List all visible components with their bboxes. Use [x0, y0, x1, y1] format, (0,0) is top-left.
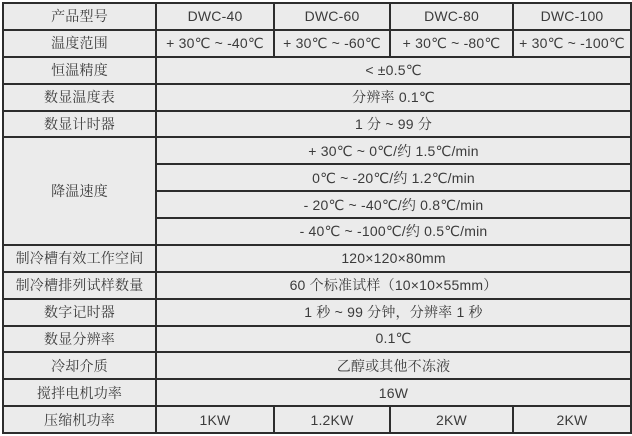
cell-compressor-power-4: 2KW	[513, 406, 631, 433]
row-label-constant-temp-accuracy: 恒温精度	[3, 57, 156, 84]
row-digital-thermometer	[3, 84, 631, 111]
cell-model-4: DWC-100	[513, 3, 631, 30]
row-label-cooling-medium: 冷却介质	[3, 352, 156, 379]
row-compressor-power	[3, 406, 631, 433]
row-product-model	[3, 3, 631, 30]
cell-digital-timer: 1 分 ~ 99 分	[156, 111, 631, 138]
row-label-sample-capacity: 制冷槽排列试样数量	[3, 272, 156, 299]
cell-cooling-rate-3: - 20℃ ~ -40℃/约 0.8℃/min	[156, 191, 631, 218]
cell-sample-capacity: 60 个标准试样（10×10×55mm）	[156, 272, 631, 299]
cell-stirring-motor-power: 16W	[156, 379, 631, 406]
cell-cooling-rate-4: - 40℃ ~ -100℃/约 0.5℃/min	[156, 218, 631, 245]
row-stirring-motor-power	[3, 379, 631, 406]
spec-table	[2, 2, 632, 434]
row-label-temp-range: 温度范围	[3, 30, 156, 57]
cell-compressor-power-3: 2KW	[390, 406, 513, 433]
row-digital-recorder	[3, 299, 631, 326]
cell-digital-thermometer: 分辨率 0.1℃	[156, 84, 631, 111]
cell-model-2: DWC-60	[274, 3, 390, 30]
row-display-resolution	[3, 326, 631, 353]
cell-temp-range-2: + 30℃ ~ -60℃	[274, 30, 390, 57]
cell-temp-range-1: + 30℃ ~ -40℃	[156, 30, 274, 57]
row-label-digital-recorder: 数字记时器	[3, 299, 156, 326]
cell-model-3: DWC-80	[390, 3, 513, 30]
row-constant-temp-accuracy	[3, 57, 631, 84]
row-label-digital-thermometer: 数显温度表	[3, 84, 156, 111]
row-temp-range	[3, 30, 631, 57]
cell-digital-recorder: 1 秒 ~ 99 分钟，分辨率 1 秒	[156, 299, 631, 326]
row-label-display-resolution: 数显分辨率	[3, 326, 156, 353]
cell-display-resolution: 0.1℃	[156, 326, 631, 353]
row-label-compressor-power: 压缩机功率	[3, 406, 156, 433]
cell-compressor-power-1: 1KW	[156, 406, 274, 433]
cell-temp-range-3: + 30℃ ~ -80℃	[390, 30, 513, 57]
cell-model-1: DWC-40	[156, 3, 274, 30]
row-label-product-model: 产品型号	[3, 3, 156, 30]
cell-working-space: 120×120×80mm	[156, 245, 631, 272]
row-cooling-rate-1	[3, 137, 631, 164]
row-working-space	[3, 245, 631, 272]
row-label-stirring-motor-power: 搅拌电机功率	[3, 379, 156, 406]
cell-cooling-rate-1: + 30℃ ~ 0℃/约 1.5℃/min	[156, 137, 631, 164]
row-sample-capacity	[3, 272, 631, 299]
row-label-cooling-rate: 降温速度	[3, 137, 156, 245]
cell-compressor-power-2: 1.2KW	[274, 406, 390, 433]
row-cooling-medium	[3, 352, 631, 379]
row-label-digital-timer: 数显计时器	[3, 111, 156, 138]
cell-temp-range-4: + 30℃ ~ -100℃	[513, 30, 631, 57]
cell-constant-temp-accuracy: < ±0.5℃	[156, 57, 631, 84]
cell-cooling-rate-2: 0℃ ~ -20℃/约 1.2℃/min	[156, 164, 631, 191]
row-digital-timer	[3, 111, 631, 138]
row-label-working-space: 制冷槽有效工作空间	[3, 245, 156, 272]
cell-cooling-medium: 乙醇或其他不冻液	[156, 352, 631, 379]
